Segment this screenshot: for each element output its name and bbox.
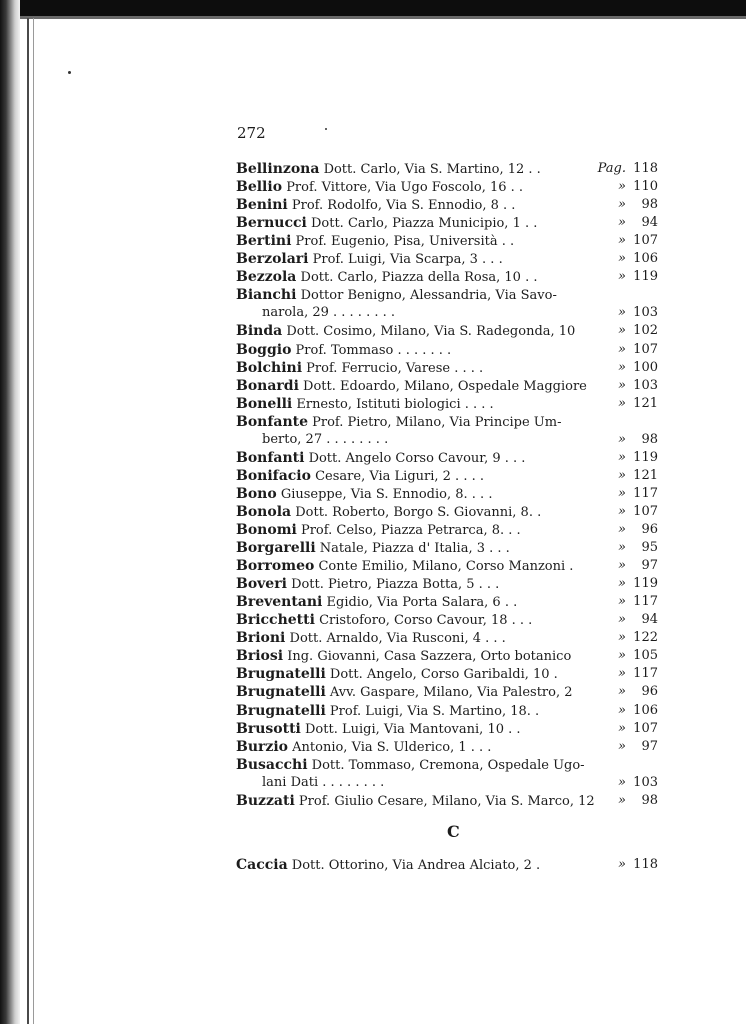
index-entry bbox=[0, 196, 746, 214]
index-entry bbox=[0, 647, 746, 665]
entry-text bbox=[236, 286, 557, 305]
index-entry bbox=[0, 268, 746, 286]
entry-details: Egidio, Via Porta Salara, 6 . . bbox=[326, 595, 518, 611]
entry-page-ref: » bbox=[618, 792, 626, 808]
index-entry bbox=[0, 738, 746, 756]
entry-surname: Bonfanti bbox=[236, 449, 305, 466]
entry-surname: Brusotti bbox=[236, 720, 301, 737]
entry-text bbox=[236, 485, 492, 504]
entry-surname: Bellinzona bbox=[236, 161, 320, 177]
entry-text bbox=[236, 449, 525, 468]
entry-text bbox=[236, 250, 503, 269]
entry-text bbox=[236, 557, 573, 576]
entry-text bbox=[236, 575, 499, 594]
entry-page-number: 103 bbox=[633, 377, 658, 393]
entry-page-ref: » bbox=[618, 702, 626, 718]
entry-page-ref: » bbox=[618, 503, 626, 519]
entry-surname: Bianchi bbox=[236, 287, 297, 304]
entry-details: Prof. Tommaso . . . . . . . bbox=[295, 342, 452, 358]
entry-details: Prof. Celso, Piazza Petrarca, 8. . . bbox=[300, 523, 521, 538]
entry-page-number: 121 bbox=[633, 395, 658, 411]
entry-page-ref: » bbox=[618, 684, 626, 700]
entry-page-ref: » bbox=[618, 359, 626, 375]
entry-surname: Boggio bbox=[236, 341, 292, 358]
entry-details: Avv. Gaspare, Milano, Via Palestro, 2 bbox=[329, 685, 573, 701]
index-entry bbox=[0, 467, 746, 485]
entry-page-ref: » bbox=[618, 233, 626, 249]
index-entry bbox=[0, 856, 746, 874]
index-entry bbox=[0, 286, 746, 304]
entry-page-number: 119 bbox=[633, 576, 658, 592]
entry-page-ref: » bbox=[618, 857, 626, 872]
entry-text bbox=[262, 774, 384, 792]
entry-page-ref: » bbox=[618, 485, 626, 501]
index-entry bbox=[0, 322, 746, 340]
entry-page-number: 107 bbox=[633, 503, 658, 519]
entry-surname: Busacchi bbox=[236, 756, 308, 773]
entry-text bbox=[236, 214, 537, 233]
index-entry bbox=[0, 774, 746, 792]
entry-surname: Bolchini bbox=[236, 359, 303, 376]
entry-surname: Benini bbox=[236, 197, 288, 214]
entry-page-number: 103 bbox=[633, 305, 658, 321]
index-entry bbox=[0, 611, 746, 629]
entry-text bbox=[236, 665, 558, 684]
entry-details: Prof. Vittore, Via Ugo Foscolo, 16 . . bbox=[286, 180, 524, 196]
entry-surname: Burzio bbox=[236, 738, 288, 755]
entry-page-number: 97 bbox=[641, 558, 658, 574]
entry-page-number: 107 bbox=[633, 233, 658, 249]
entry-text bbox=[236, 178, 523, 197]
entry-surname: Bonardi bbox=[236, 377, 299, 394]
entry-page-number: 98 bbox=[641, 197, 658, 213]
entry-text bbox=[236, 856, 540, 875]
entry-page-number: 117 bbox=[633, 666, 658, 682]
entry-text bbox=[236, 503, 541, 522]
entry-details: Dott. Tommaso, Cremona, Ospedale Ugo- bbox=[311, 757, 585, 773]
entry-text bbox=[236, 395, 494, 414]
entry-page-ref: » bbox=[618, 467, 626, 483]
entry-details: Ernesto, Istituti biologici . . . . bbox=[296, 396, 494, 412]
entry-surname: Berzolari bbox=[236, 251, 309, 268]
index-entry bbox=[0, 665, 746, 683]
entry-page-ref: » bbox=[618, 738, 626, 754]
section-heading: C bbox=[447, 822, 460, 841]
entry-text bbox=[236, 792, 595, 811]
entry-page-ref: » bbox=[618, 431, 626, 447]
entry-page-number: 102 bbox=[633, 323, 658, 339]
entry-text bbox=[236, 196, 515, 215]
index-entry bbox=[0, 178, 746, 196]
entry-details: Dott. Angelo Corso Cavour, 9 . . . bbox=[308, 450, 526, 466]
entry-page-number: 96 bbox=[641, 522, 658, 537]
entry-page-number: 94 bbox=[641, 612, 658, 628]
index-entry bbox=[0, 341, 746, 359]
entry-surname: Bonomi bbox=[236, 522, 297, 538]
entry-page-ref: » bbox=[618, 594, 626, 610]
entry-page-ref: » bbox=[618, 774, 626, 790]
entry-text bbox=[236, 413, 561, 432]
entry-text bbox=[236, 738, 491, 757]
entry-page-ref: » bbox=[618, 305, 626, 321]
entry-details: Dott. Angelo, Corso Garibaldi, 10 . bbox=[329, 667, 558, 683]
entry-details: Dott. Carlo, Via S. Martino, 12 . . bbox=[323, 162, 541, 177]
index-entry bbox=[0, 359, 746, 377]
entry-page-ref: Pag. bbox=[597, 161, 626, 176]
entry-text bbox=[236, 702, 539, 721]
entry-details: Prof. Luigi, Via Scarpa, 3 . . . bbox=[312, 252, 503, 268]
entry-surname: Bernucci bbox=[236, 215, 307, 232]
entry-details: Ing. Giovanni, Casa Sazzera, Orto botanico bbox=[287, 649, 572, 665]
entry-details: Prof. Ferrucio, Varese . . . . bbox=[306, 360, 484, 376]
entry-page-number: 118 bbox=[633, 161, 658, 176]
index-entry bbox=[0, 720, 746, 738]
entry-page-number: 97 bbox=[641, 738, 658, 754]
entry-page-number: 103 bbox=[633, 774, 658, 790]
entry-page-ref: » bbox=[618, 215, 626, 231]
entry-details: lani Dati . . . . . . . . bbox=[262, 774, 385, 790]
index-entry bbox=[0, 250, 746, 268]
entry-surname: Bonelli bbox=[236, 395, 293, 412]
entry-page-ref: » bbox=[618, 630, 626, 646]
entry-page-ref: » bbox=[618, 648, 626, 664]
entry-details: Prof. Rodolfo, Via S. Ennodio, 8 . . bbox=[291, 198, 516, 214]
entry-page-number: 122 bbox=[633, 630, 658, 646]
entry-details: berto, 27 . . . . . . . . bbox=[262, 431, 389, 447]
index-entry bbox=[0, 503, 746, 521]
entry-page-number: 106 bbox=[633, 702, 658, 718]
entry-text bbox=[236, 341, 451, 360]
entry-page-number: 98 bbox=[641, 792, 658, 808]
index-entry bbox=[0, 702, 746, 720]
entry-page-ref: » bbox=[618, 540, 626, 556]
index-entry bbox=[0, 629, 746, 647]
entry-details: Dott. Luigi, Via Mantovani, 10 . . bbox=[305, 721, 521, 737]
entry-text bbox=[236, 539, 510, 558]
entry-details: Conte Emilio, Milano, Corso Manzoni . bbox=[318, 559, 574, 575]
entry-page-number: 118 bbox=[633, 857, 658, 872]
entry-surname: Brugnatelli bbox=[236, 684, 326, 701]
entry-page-ref: » bbox=[618, 449, 626, 465]
entry-details: Dott. Pietro, Piazza Botta, 5 . . . bbox=[291, 577, 500, 593]
entry-page-number: 107 bbox=[633, 720, 658, 736]
entry-page-number: 105 bbox=[633, 648, 658, 664]
index-entry bbox=[0, 557, 746, 575]
entry-surname: Buzzati bbox=[236, 792, 295, 809]
entry-page-ref: » bbox=[618, 666, 626, 682]
entry-text bbox=[236, 647, 571, 666]
entry-page-ref: » bbox=[618, 558, 626, 574]
entry-page-ref: » bbox=[618, 323, 626, 339]
index-entry bbox=[0, 304, 746, 322]
entry-page-ref: » bbox=[618, 251, 626, 267]
entry-details: Dottor Benigno, Alessandria, Via Savo- bbox=[300, 288, 557, 304]
entry-page-ref: » bbox=[618, 179, 626, 195]
entry-page-number: 106 bbox=[633, 251, 658, 267]
entry-text bbox=[236, 322, 575, 341]
entry-surname: Bonola bbox=[236, 503, 292, 520]
entry-page-number: 119 bbox=[633, 269, 658, 285]
entry-text bbox=[236, 377, 587, 396]
entry-details: Cesare, Via Liguri, 2 . . . . bbox=[315, 468, 484, 484]
entry-page-number: 94 bbox=[641, 215, 658, 231]
index-entry bbox=[0, 413, 746, 431]
entry-surname: Borgarelli bbox=[236, 540, 316, 557]
entry-details: Giuseppe, Via S. Ennodio, 8. . . . bbox=[280, 486, 493, 502]
entry-details: Dott. Carlo, Piazza Municipio, 1 . . bbox=[310, 216, 538, 232]
entry-surname: Bonifacio bbox=[236, 467, 311, 484]
entry-page-number: 96 bbox=[641, 684, 658, 700]
entry-text bbox=[236, 268, 537, 287]
index-entry bbox=[0, 232, 746, 250]
entry-page-number: 100 bbox=[633, 359, 658, 375]
entry-page-ref: » bbox=[618, 720, 626, 736]
entry-page-number: 110 bbox=[633, 179, 658, 195]
entry-details: Cristoforo, Corso Cavour, 18 . . . bbox=[319, 613, 533, 629]
entry-text bbox=[236, 756, 585, 775]
entry-details: Prof. Eugenio, Pisa, Università . . bbox=[295, 234, 515, 250]
entry-text bbox=[236, 232, 514, 251]
entry-page-number: 119 bbox=[633, 449, 658, 465]
index-entry bbox=[0, 449, 746, 467]
entry-surname: Bertini bbox=[236, 233, 292, 250]
entry-surname: Brugnatelli bbox=[236, 666, 326, 683]
index-entry bbox=[0, 792, 746, 810]
entry-surname: Bezzola bbox=[236, 269, 297, 286]
entry-text bbox=[236, 160, 541, 179]
entry-surname: Boveri bbox=[236, 576, 287, 593]
entry-surname: Bono bbox=[236, 485, 277, 502]
entry-surname: Brioni bbox=[236, 630, 286, 647]
entry-surname: Bonfante bbox=[236, 413, 308, 430]
entry-text bbox=[236, 359, 483, 378]
entry-surname: Borromeo bbox=[236, 558, 315, 575]
index-entry bbox=[0, 593, 746, 611]
entry-surname: Bellio bbox=[236, 179, 283, 196]
entry-page-ref: » bbox=[618, 377, 626, 393]
entry-page-number: 98 bbox=[641, 431, 658, 447]
entry-surname: Brugnatelli bbox=[236, 702, 326, 719]
entry-details: narola, 29 . . . . . . . . bbox=[262, 305, 395, 321]
entry-page-ref: » bbox=[618, 197, 626, 213]
entry-text bbox=[236, 611, 532, 630]
entry-details: Dott. Ottorino, Via Andrea Alciato, 2 . bbox=[291, 858, 541, 873]
index-entry bbox=[0, 431, 746, 449]
entry-details: Dott. Roberto, Borgo S. Giovanni, 8. . bbox=[295, 504, 542, 520]
index-entry bbox=[0, 521, 746, 539]
entry-page-ref: » bbox=[618, 522, 626, 537]
entry-details: Prof. Giulio Cesare, Milano, Via S. Marco, 12 bbox=[298, 793, 595, 809]
entry-text bbox=[236, 467, 484, 486]
entry-details: Prof. Luigi, Via S. Martino, 18. . bbox=[329, 703, 540, 719]
entry-text bbox=[262, 431, 388, 449]
ink-speck bbox=[325, 128, 327, 130]
entry-page-number: 117 bbox=[633, 594, 658, 610]
entry-page-ref: » bbox=[618, 576, 626, 592]
entry-details: Dott. Carlo, Piazza della Rosa, 10 . . bbox=[300, 270, 538, 286]
entry-text bbox=[236, 720, 521, 739]
scan-top-edge bbox=[0, 0, 746, 16]
index-entry bbox=[0, 756, 746, 774]
entry-page-number: 117 bbox=[633, 485, 658, 501]
entry-surname: Breventani bbox=[236, 594, 323, 611]
entry-details: Dott. Arnaldo, Via Rusconi, 4 . . . bbox=[289, 631, 506, 647]
entry-page-number: 95 bbox=[641, 540, 658, 556]
entry-details: Dott. Cosimo, Milano, Via S. Radegonda, 10 bbox=[286, 324, 576, 340]
entry-details: Natale, Piazza d' Italia, 3 . . . bbox=[319, 541, 510, 557]
scan-top-line bbox=[0, 16, 746, 19]
index-entry bbox=[0, 539, 746, 557]
entry-surname: Binda bbox=[236, 323, 283, 340]
entry-page-ref: » bbox=[618, 341, 626, 357]
index-entry bbox=[0, 160, 746, 178]
entry-text bbox=[262, 304, 395, 322]
entry-page-ref: » bbox=[618, 395, 626, 411]
entry-text bbox=[236, 521, 521, 540]
entry-text bbox=[236, 683, 573, 702]
index-entry bbox=[0, 683, 746, 701]
entry-page-ref: » bbox=[618, 269, 626, 285]
entry-page-number: 107 bbox=[633, 341, 658, 357]
index-entry bbox=[0, 575, 746, 593]
index-entry bbox=[0, 395, 746, 413]
entry-surname: Briosi bbox=[236, 648, 284, 665]
entry-page-ref: » bbox=[618, 612, 626, 628]
index-entry bbox=[0, 377, 746, 395]
entry-page-number: 121 bbox=[633, 467, 658, 483]
entry-surname: Caccia bbox=[236, 857, 288, 873]
entry-details: Prof. Pietro, Milano, Via Principe Um- bbox=[312, 414, 562, 430]
entry-text bbox=[236, 593, 517, 612]
index-entry bbox=[0, 485, 746, 503]
ink-speck bbox=[68, 71, 71, 74]
entry-surname: Bricchetti bbox=[236, 612, 315, 629]
entry-details: Dott. Edoardo, Milano, Ospedale Maggiore bbox=[303, 378, 587, 394]
entry-text bbox=[236, 629, 506, 648]
page-number: 272 bbox=[237, 124, 266, 142]
index-entry bbox=[0, 214, 746, 232]
entry-details: Antonio, Via S. Ulderico, 1 . . . bbox=[292, 739, 492, 755]
